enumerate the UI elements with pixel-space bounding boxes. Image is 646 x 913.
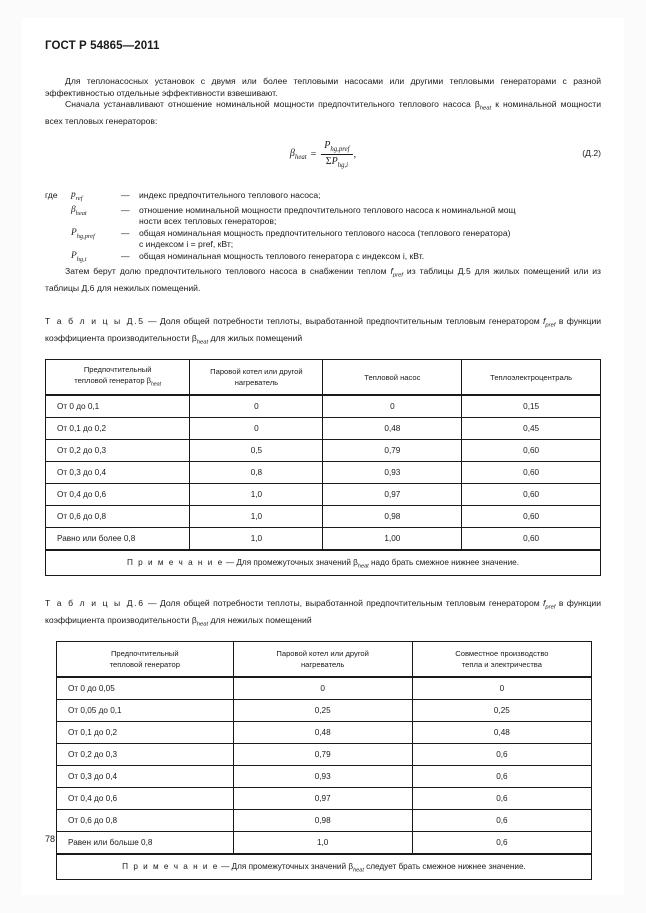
table-cell: 0,97	[323, 484, 462, 506]
table-row	[46, 440, 601, 462]
table-d6-note-dash: —	[221, 861, 230, 871]
table-cell: 0,8	[190, 462, 323, 484]
paragraph-intro-text: Для теплонасосных установок с двумя или более тепловыми насосами или другими тепловыми генераторами с разной эффективностью отдельные эффективности взвешивают.	[45, 76, 601, 98]
table-row	[57, 810, 592, 832]
table-cell: От 0,6 до 0,8	[57, 810, 234, 832]
formula-equals: =	[310, 149, 317, 161]
paragraph-ratio-text-cont: к номинальной мощности всех тепловых генераторов:	[45, 99, 601, 126]
table-d5-body	[46, 395, 601, 550]
table-cell: От 0,3 до 0,4	[46, 462, 190, 484]
paragraph-table-reference-b: из таблицы Д.5 для жилых помещений или из таблицы Д.6 для нежилых помещений.	[45, 266, 601, 293]
table-cell: 0,93	[233, 766, 412, 788]
table-d5-caption-dash: —	[147, 316, 157, 327]
table-d6-header-row	[57, 642, 592, 678]
table-cell: От 0,6 до 0,8	[46, 506, 190, 528]
table-cell: От 0,4 до 0,6	[46, 484, 190, 506]
paragraph-table-reference-subscript: pref	[392, 273, 403, 280]
definition-item	[45, 251, 601, 265]
table-d6-caption-symbol: f	[543, 598, 546, 609]
table-d5-note-text-b: надо брать смежное нижнее значение.	[368, 557, 520, 567]
table-row	[46, 462, 601, 484]
formula-number: (Д.2)	[582, 148, 601, 159]
table-d6-caption-text-b: в функции коэффициента производительности β	[45, 598, 602, 625]
definition-text-wrap	[139, 205, 601, 228]
table-d6-caption-text-c: для нежилых помещений	[208, 614, 312, 625]
table-d5-caption-text-b: в функции коэффициента производительности β	[45, 316, 602, 343]
table-row	[57, 788, 592, 810]
table-cell: 0,6	[412, 810, 591, 832]
table-cell: 0,15	[462, 395, 601, 418]
table-d6-note-text-a: Для промежуточных значений β	[229, 861, 354, 871]
table-d5-caption	[45, 316, 601, 349]
table-row	[46, 506, 601, 528]
table-d5-caption-label: Т а б л и ц ы Д.5	[45, 316, 145, 327]
table-d5-col-header-3	[323, 360, 462, 396]
col-header-line2	[46, 375, 189, 391]
table-d5-caption-symbol: f	[543, 316, 546, 327]
definition-item	[45, 205, 601, 228]
table-row	[57, 677, 592, 700]
table-row	[46, 528, 601, 551]
table-cell: От 0 до 0,1	[46, 395, 190, 418]
col-header-line2: тепловой генератор	[109, 660, 180, 670]
table-d5-footer	[46, 550, 601, 576]
table-cell: 0,60	[462, 506, 601, 528]
definitions-list	[45, 190, 601, 265]
table-d6-header	[57, 642, 592, 678]
table-cell: 0	[190, 418, 323, 440]
table-d5-caption-symbol2-subscript: heat	[196, 339, 209, 346]
table-cell: 0,93	[323, 462, 462, 484]
table-d5-caption-text-a: Доля общей потребности теплоты, выработанной предпочтительным тепловым генератором	[159, 316, 540, 327]
paragraph-table-reference	[45, 266, 601, 294]
formula-numerator	[321, 140, 352, 155]
table-cell: 0,48	[233, 722, 412, 744]
table-d5-wrapper	[45, 359, 601, 576]
table-note-row	[46, 550, 601, 576]
table-cell: 0,60	[462, 462, 601, 484]
formula-fraction	[321, 140, 352, 169]
table-cell: От 0,4 до 0,6	[57, 788, 234, 810]
definition-text-line2: с индексом i = pref, кВт;	[139, 239, 234, 250]
table-d5-caption-symbol-subscript: pref	[545, 323, 556, 330]
definition-symbol-text: P	[71, 250, 77, 261]
paragraph-table-reference-a: Затем берут долю предпочтительного теплового насоса в снабжении теплом	[65, 266, 391, 277]
paragraph-ratio-text: Сначала устанавливают отношение номинальной мощности предпочтительного теплового насоса β	[65, 99, 480, 110]
table-cell: 1,0	[233, 832, 412, 855]
table-d6-note-label: П р и м е ч а н и е	[122, 861, 219, 871]
table-cell: От 0,1 до 0,2	[57, 722, 234, 744]
definition-text: общая номинальная мощность теплового генератора с индексом i, кВт.	[139, 250, 425, 261]
table-cell: 0,6	[412, 744, 591, 766]
table-cell: 0,60	[462, 484, 601, 506]
table-cell: 0,45	[462, 418, 601, 440]
page-sheet	[22, 18, 624, 895]
table-cell: 0,79	[323, 440, 462, 462]
table-cell: 0,5	[190, 440, 323, 462]
col-header-line2: тепла и электричества	[461, 660, 542, 670]
table-d6-caption-text-a: Доля общей потребности теплоты, выработанной предпочтительным тепловым генератором	[159, 598, 544, 609]
table-cell: 0	[323, 395, 462, 418]
definition-symbol-text: P	[71, 227, 77, 238]
table-cell: 1,00	[323, 528, 462, 551]
formula-denominator	[323, 155, 351, 169]
table-cell: 0,6	[412, 788, 591, 810]
table-d5-col-header-1	[46, 360, 190, 396]
table-row	[57, 722, 592, 744]
definition-dash: —	[121, 204, 130, 215]
table-d5-header-row	[46, 360, 601, 396]
table-cell: 0,6	[412, 766, 591, 788]
formula-numerator-symbol: P	[324, 140, 331, 152]
paragraph-ratio-subscript: heat	[479, 105, 492, 112]
table-cell: 0	[190, 395, 323, 418]
table-d6-note	[57, 854, 592, 880]
formula-d2	[290, 140, 356, 169]
definition-symbol	[67, 228, 121, 242]
table-d6-note-text-b: следует брать смежное нижнее значение.	[363, 861, 526, 871]
table-d5-note-label: П р и м е ч а н и е	[126, 557, 224, 567]
table-cell: От 0,3 до 0,4	[57, 766, 234, 788]
definition-symbol	[67, 251, 121, 265]
table-d5-note-dash: —	[225, 557, 235, 567]
formula-block	[45, 140, 601, 180]
table-cell: 0,79	[233, 744, 412, 766]
table-cell: 0,98	[323, 506, 462, 528]
definition-symbol	[67, 205, 121, 219]
formula-trailing-comma: ,	[353, 149, 357, 161]
table-cell: От 0,1 до 0,2	[46, 418, 190, 440]
definition-symbol-subscript: ref	[75, 194, 83, 202]
paragraph-ratio	[45, 99, 601, 127]
formula-lhs	[290, 148, 307, 161]
definition-symbol	[67, 190, 121, 204]
standard-header: ГОСТ Р 54865—2011	[45, 40, 160, 52]
definition-symbol-subscript: hg,pref	[76, 232, 95, 240]
table-d5-header	[46, 360, 601, 396]
table-d5-col-header-4	[462, 360, 601, 396]
table-cell: Равен или больше 0,8	[57, 832, 234, 855]
definition-text: индекс предпочтительного теплового насоса;	[139, 190, 321, 201]
col-header-line2: нагреватель	[300, 660, 345, 670]
definition-symbol-text: p	[71, 190, 76, 201]
table-d6-body	[57, 677, 592, 854]
definition-text: общая номинальная мощность предпочтительного теплового насоса (теплового генератора)	[139, 227, 511, 238]
table-row	[57, 766, 592, 788]
table-d5-note-subscript: heat	[357, 563, 369, 570]
definition-dash: —	[121, 250, 130, 261]
table-cell: 0,97	[233, 788, 412, 810]
table-cell: 0,25	[233, 700, 412, 722]
table-cell: 0,6	[412, 832, 591, 855]
table-d6-note-subscript: heat	[353, 867, 364, 874]
definition-symbol-subscript: hg,i	[76, 255, 87, 263]
definition-symbol-subscript: heat	[75, 209, 87, 217]
table-cell: 0,60	[462, 528, 601, 551]
definition-text-wrap	[139, 228, 601, 251]
table-d6	[56, 641, 592, 880]
table-d6-caption-label: Т а б л и ц ы Д.6	[45, 598, 145, 609]
table-row	[57, 744, 592, 766]
definition-dash: —	[121, 227, 130, 238]
definition-text-line2: ности всех тепловых генераторов;	[139, 216, 277, 227]
table-cell: 0,48	[412, 722, 591, 744]
col-header-line1: Тепловой насос	[364, 372, 421, 382]
table-cell: 1,0	[190, 484, 323, 506]
table-d6-col-header-3	[412, 642, 591, 678]
table-cell: 1,0	[190, 506, 323, 528]
table-cell: 1,0	[190, 528, 323, 551]
col-header-line1: Совместное производство	[455, 649, 549, 659]
table-d5-note	[46, 550, 601, 576]
page-number: 78	[45, 834, 56, 844]
col-header-line1: Теплоэлектроцентраль	[490, 372, 573, 382]
table-cell: Равно или более 0,8	[46, 528, 190, 551]
definition-item	[45, 190, 601, 204]
table-d6-caption	[45, 598, 601, 631]
formula-numerator-subscript: hg,pref	[330, 146, 350, 154]
formula-denominator-subscript: hg,i	[337, 162, 349, 170]
col-header-line1: Паровой котел или другой	[276, 649, 369, 659]
table-cell: От 0,05 до 0,1	[57, 700, 234, 722]
definition-item	[45, 228, 601, 251]
table-d6-footer	[57, 854, 592, 880]
formula-denominator-symbol: P	[331, 156, 338, 168]
col-header-line1: Предпочтительный	[83, 365, 152, 375]
table-cell: 0,25	[412, 700, 591, 722]
table-cell: 0	[412, 677, 591, 700]
table-row	[57, 700, 592, 722]
table-cell: 0,48	[323, 418, 462, 440]
col-header-line1: Паровой котел или другой	[210, 367, 303, 377]
table-cell: 0,60	[462, 440, 601, 462]
table-d6-col-header-2	[233, 642, 412, 678]
col-header-line2-subscript: heat	[151, 381, 162, 388]
table-d6-caption-symbol-subscript: pref	[545, 605, 556, 612]
table-cell: 0,98	[233, 810, 412, 832]
table-d5-caption-text-c: для жилых помещений	[208, 332, 303, 343]
definition-dash: —	[121, 190, 130, 201]
formula-lhs-symbol: β	[289, 148, 295, 160]
table-row	[46, 484, 601, 506]
table-row	[46, 418, 601, 440]
paragraph-intro	[45, 76, 601, 99]
table-row	[46, 395, 601, 418]
definition-text: отношение номинальной мощности предпочтительного теплового насоса к номинальной мощ	[139, 204, 516, 215]
definitions-lead-word: где	[45, 190, 58, 201]
page-content	[45, 40, 601, 880]
formula-sigma: Σ	[325, 156, 332, 168]
col-header-line2: нагреватель	[234, 378, 279, 388]
table-cell: От 0 до 0,05	[57, 677, 234, 700]
table-cell: 0	[233, 677, 412, 700]
table-d5-note-text-a: Для промежуточных значений β	[234, 557, 358, 567]
table-d6-wrapper	[56, 641, 592, 880]
table-d6-caption-symbol2-subscript: heat	[196, 621, 209, 628]
table-cell: От 0,2 до 0,3	[46, 440, 190, 462]
table-note-row	[57, 854, 592, 880]
paragraph-table-reference-symbol: f	[390, 266, 393, 277]
col-header-line1: Предпочтительный	[110, 649, 179, 659]
table-d5	[45, 359, 601, 576]
table-row	[57, 832, 592, 855]
table-d5-col-header-2	[190, 360, 323, 396]
table-d6-caption-dash: —	[147, 598, 157, 609]
definition-symbol-text: β	[71, 204, 76, 215]
col-header-line2-text: тепловой генератор β	[74, 376, 152, 386]
formula-lhs-subscript: heat	[294, 154, 307, 162]
table-cell: От 0,2 до 0,3	[57, 744, 234, 766]
table-d6-col-header-1	[57, 642, 234, 678]
